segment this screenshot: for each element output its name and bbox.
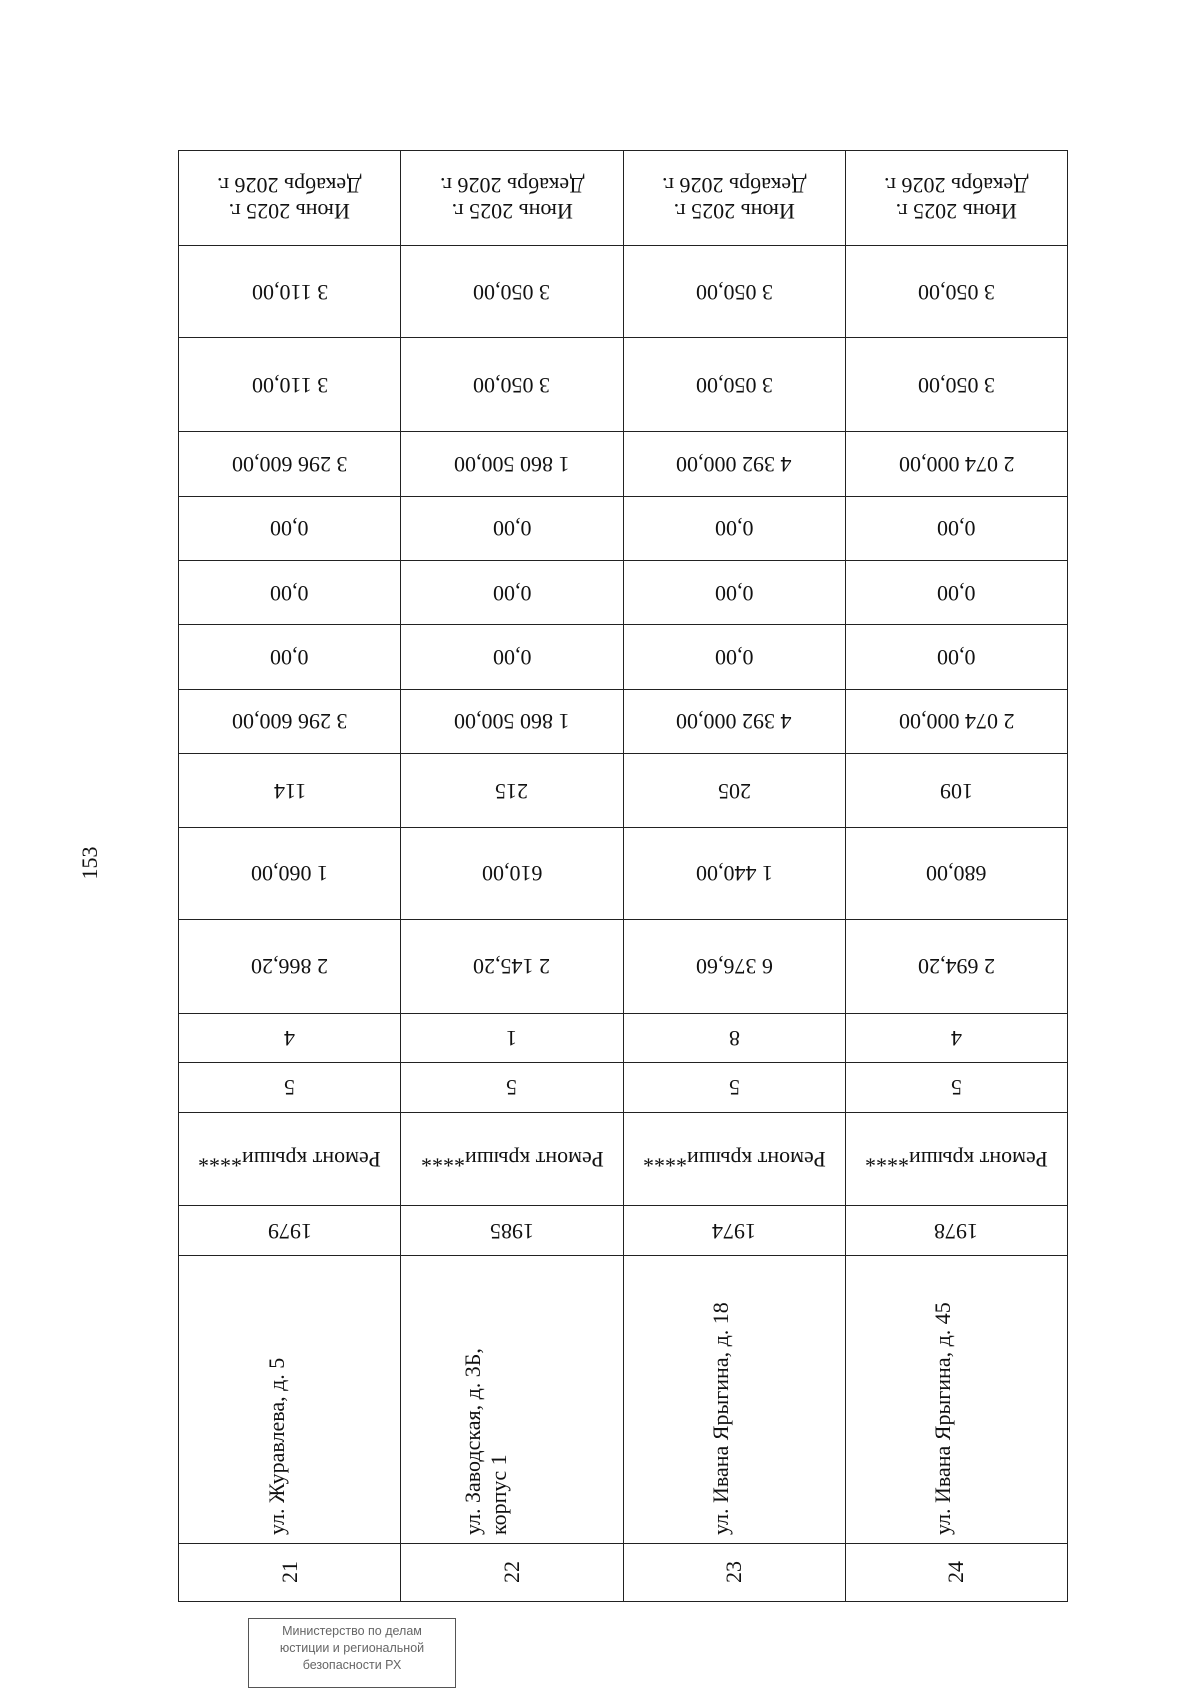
- entrances-cell: 4: [179, 1014, 401, 1063]
- period-start: Июнь 2025 г.: [673, 199, 795, 225]
- residents-cell: 114: [179, 753, 401, 827]
- total-cost-cell: 3 296 600,00: [179, 432, 401, 496]
- area-a-cell: 680,00: [845, 828, 1067, 919]
- period-start: Июнь 2025 г.: [451, 199, 573, 225]
- year-cell: 1985: [401, 1205, 623, 1255]
- row-year: [179, 1205, 1068, 1255]
- address-text: ул. Ивана Ярыгина, д. 45: [930, 1301, 956, 1535]
- address-cell: [401, 1256, 623, 1543]
- zero-b-cell: 0,00: [623, 560, 845, 624]
- residents-cell: 205: [623, 753, 845, 827]
- ministry-stamp: [248, 1618, 456, 1688]
- row-address: [179, 1256, 1068, 1543]
- year-cell: 1979: [179, 1205, 401, 1255]
- entrances-cell: 8: [623, 1014, 845, 1063]
- zero-b-cell: 0,00: [179, 560, 401, 624]
- tariff-a-cell: 3 110,00: [179, 246, 401, 337]
- entrances-cell: 4: [845, 1014, 1067, 1063]
- area-a-cell: 610,00: [401, 828, 623, 919]
- row-zero-c: [179, 625, 1068, 689]
- stamp-line: Министерство по делам: [282, 1624, 422, 1638]
- area-b-cell: 6 376,60: [623, 919, 845, 1013]
- number-cell: 22: [401, 1543, 623, 1601]
- row-number: [179, 1543, 1068, 1601]
- residents-cell: 109: [845, 753, 1067, 827]
- address-text: ул. Заводская, д. 3Б, корпус 1: [459, 1347, 511, 1535]
- row-zero-a: [179, 496, 1068, 560]
- floors-cell: 5: [401, 1063, 623, 1112]
- zero-a-cell: 0,00: [179, 496, 401, 560]
- zero-a-cell: 0,00: [845, 496, 1067, 560]
- area-a-cell: 1 440,00: [623, 828, 845, 919]
- row-area-a: [179, 828, 1068, 919]
- period-start: Июнь 2025 г.: [229, 199, 351, 225]
- cost-cell: 2 074 000,00: [845, 689, 1067, 753]
- area-b-cell: 2 866,20: [179, 919, 401, 1013]
- row-zero-b: [179, 560, 1068, 624]
- floors-cell: 5: [179, 1063, 401, 1112]
- period-end: Декабрь 2026 г.: [884, 173, 1029, 199]
- tariff-b-cell: 3 050,00: [401, 337, 623, 431]
- floors-cell: 5: [845, 1063, 1067, 1112]
- row-entrances: [179, 1014, 1068, 1063]
- tariff-b-cell: 3 050,00: [845, 337, 1067, 431]
- page-number: 153: [77, 846, 102, 880]
- tariff-b-cell: 3 050,00: [623, 337, 845, 431]
- document-table-container: [178, 150, 1068, 1602]
- total-cost-cell: 4 392 000,00: [623, 432, 845, 496]
- tariff-a-cell: 3 050,00: [623, 246, 845, 337]
- row-total-cost: [179, 432, 1068, 496]
- address-cell: [179, 1256, 401, 1543]
- tariff-a-cell: 3 050,00: [401, 246, 623, 337]
- tariff-b-cell: 3 110,00: [179, 337, 401, 431]
- work-type-cell: Ремонт крыши****: [401, 1112, 623, 1205]
- zero-b-cell: 0,00: [845, 560, 1067, 624]
- zero-a-cell: 0,00: [623, 496, 845, 560]
- stamp-line: безопасности РХ: [302, 1658, 402, 1672]
- zero-c-cell: 0,00: [179, 625, 401, 689]
- row-cost: [179, 689, 1068, 753]
- row-residents: [179, 753, 1068, 827]
- period-cell: [623, 151, 845, 246]
- number-cell: 24: [845, 1543, 1067, 1601]
- work-type-cell: Ремонт крыши****: [179, 1112, 401, 1205]
- zero-c-cell: 0,00: [845, 625, 1067, 689]
- entrances-cell: 1: [401, 1014, 623, 1063]
- work-type-cell: Ремонт крыши****: [623, 1112, 845, 1205]
- period-cell: [845, 151, 1067, 246]
- period-end: Декабрь 2026 г.: [217, 173, 362, 199]
- cost-cell: 1 860 500,00: [401, 689, 623, 753]
- year-cell: 1974: [623, 1205, 845, 1255]
- document-table: [178, 150, 1068, 1602]
- number-cell: 21: [179, 1543, 401, 1601]
- row-floors: [179, 1063, 1068, 1112]
- row-area-b: [179, 919, 1068, 1013]
- zero-c-cell: 0,00: [401, 625, 623, 689]
- cost-cell: 3 296 600,00: [179, 689, 401, 753]
- period-cell: [179, 151, 401, 246]
- zero-a-cell: 0,00: [401, 496, 623, 560]
- period-end: Декабрь 2026 г.: [439, 173, 585, 199]
- zero-b-cell: 0,00: [401, 560, 623, 624]
- number-cell: 23: [623, 1543, 845, 1601]
- area-b-cell: 2 694,20: [845, 919, 1067, 1013]
- zero-c-cell: 0,00: [623, 625, 845, 689]
- area-b-cell: 2 145,20: [401, 919, 623, 1013]
- row-tariff-b: [179, 337, 1068, 431]
- address-cell: [623, 1256, 845, 1543]
- address-text: ул. Ивана Ярыгина, д. 18: [708, 1301, 734, 1535]
- row-work-type: [179, 1112, 1068, 1205]
- work-type-cell: Ремонт крыши****: [845, 1112, 1067, 1205]
- row-tariff-a: [179, 246, 1068, 337]
- total-cost-cell: 2 074 000,00: [845, 432, 1067, 496]
- total-cost-cell: 1 860 500,00: [401, 432, 623, 496]
- row-period: [179, 151, 1068, 246]
- tariff-a-cell: 3 050,00: [845, 246, 1067, 337]
- residents-cell: 215: [401, 753, 623, 827]
- address-cell: [845, 1256, 1067, 1543]
- period-end: Декабрь 2026 г.: [661, 173, 807, 199]
- period-cell: [401, 151, 623, 246]
- cost-cell: 4 392 000,00: [623, 689, 845, 753]
- period-start: Июнь 2025 г.: [895, 199, 1017, 225]
- year-cell: 1978: [845, 1205, 1067, 1255]
- stamp-line: юстиции и региональной: [279, 1641, 425, 1655]
- address-text: ул. Журавлева, д. 5: [263, 1357, 289, 1535]
- floors-cell: 5: [623, 1063, 845, 1112]
- area-a-cell: 1 060,00: [179, 828, 401, 919]
